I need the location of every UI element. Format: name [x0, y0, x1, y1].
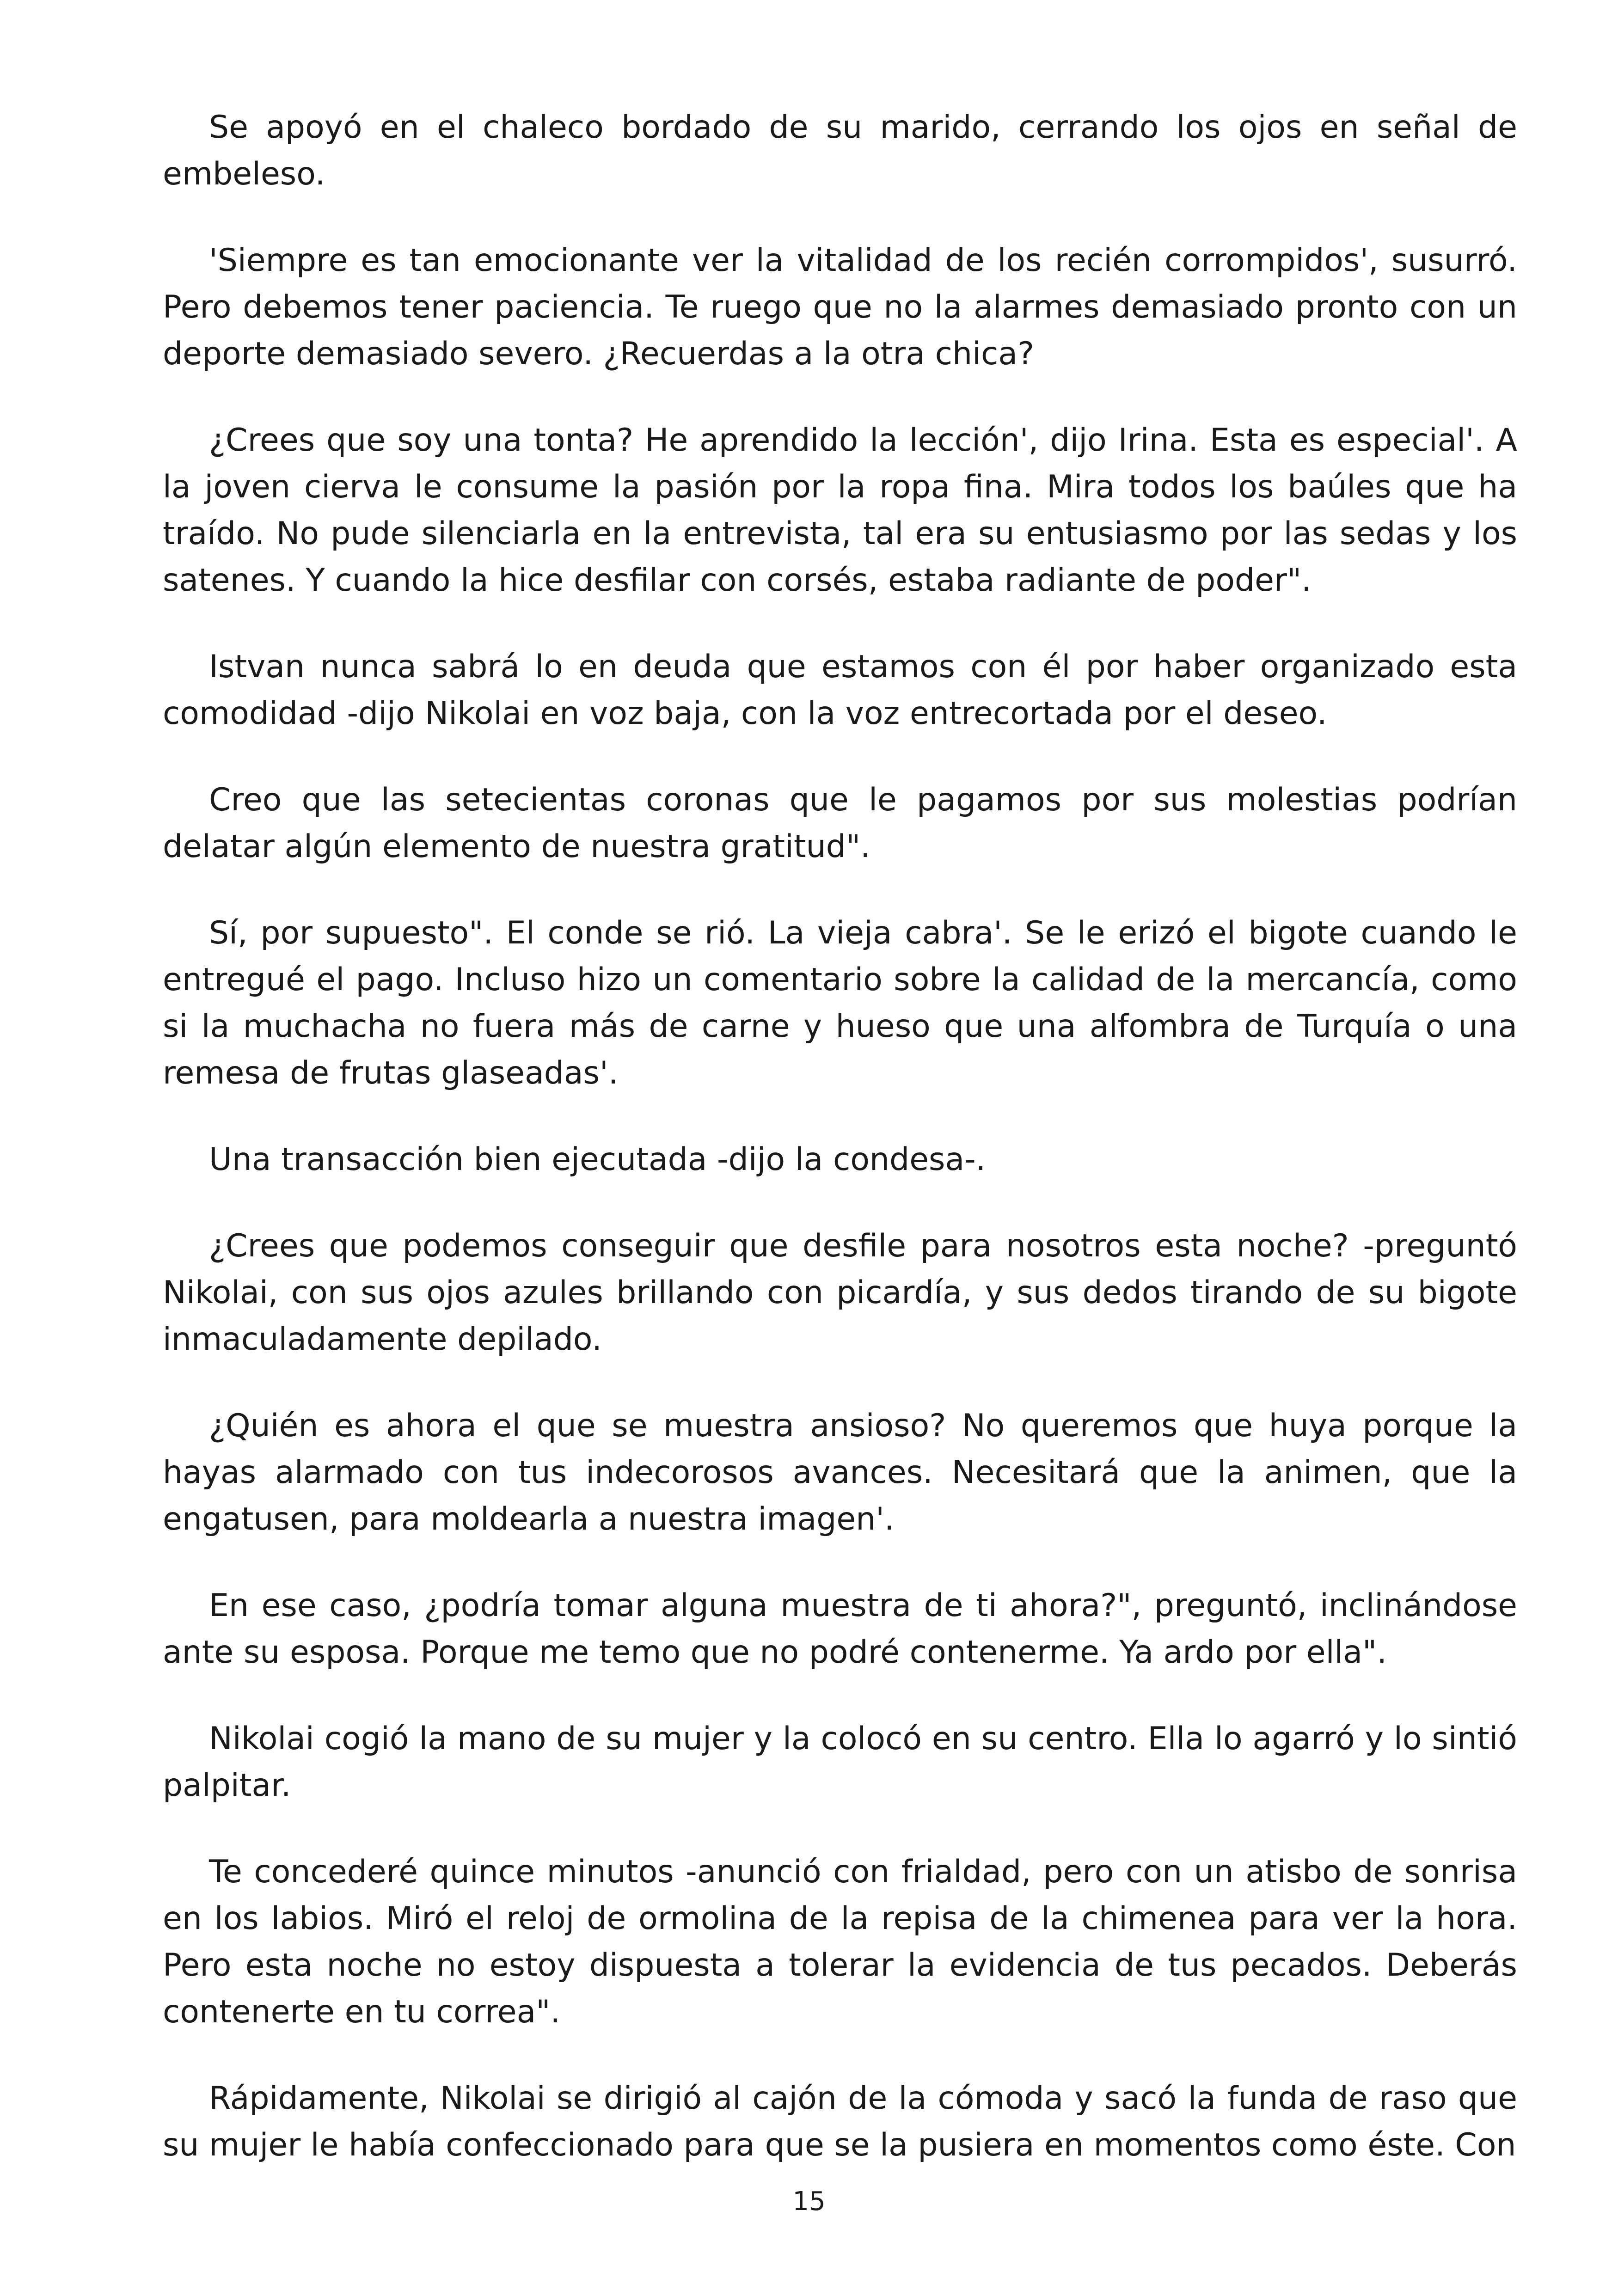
paragraph: Rápidamente, Nikolai se dirigió al cajón de la cómoda y sacó la funda de raso que su mujer le había confeccionado para que se la pusiera en momentos como éste. Con — [163, 2080, 1517, 2163]
paragraph: Creo que las setecientas coronas que le pagamos por sus molestias podrían delatar algún elemento de nuestra gratitud". — [163, 782, 1517, 865]
paragraph: Una transacción bien ejecutada -dijo la condesa-. — [209, 1141, 986, 1178]
paragraph: ¿Crees que podemos conseguir que desfile para nosotros esta noche? -preguntó Nikolai, con sus ojos azules brillando con picardía, y sus dedos tirando de su bigote inmaculadamente depilado. — [163, 1228, 1517, 1358]
paragraph: Sí, por supuesto". El conde se rió. La vieja cabra'. Se le erizó el bigote cuando le entregué el pago. Incluso hizo un comentario sobre la calidad de la mercancía, como si la muchacha no fuera más de carne y hueso que una alfombra de Turquía o una remesa de frutas glaseadas'. — [163, 915, 1517, 1091]
page-body — [163, 104, 1517, 2184]
paragraph: ¿Crees que soy una tonta? He aprendido la lección', dijo Irina. Esta es especial'. A la joven cierva le consume la pasión por la ropa fina. Mira todos los baúles que ha traído. No pude silenciarla en la entrevista, tal era su entusiasmo por las sedas y los satenes. Y cuando la hice desfilar con corsés, estaba radiante de poder". — [163, 422, 1517, 599]
paragraph: Se apoyó en el chaleco bordado de su marido, cerrando los ojos en señal de embeleso. — [163, 109, 1517, 192]
page-number: 15 — [792, 2186, 826, 2216]
paragraph: ¿Quién es ahora el que se muestra ansioso? No queremos que huya porque la hayas alarmado con tus indecorosos avances. Necesitará que la animen, que la engatusen, para moldearla a nuestra imagen'. — [163, 1408, 1517, 1537]
paragraph: Te concederé quince minutos -anunció con frialdad, pero con un atisbo de sonrisa en los labios. Miró el reloj de ormolina de la repisa de la chimenea para ver la hora. Pero esta noche no estoy dispuesta a tolerar la evidencia de tus pecados. Deberás contenerte en tu correa". — [163, 1854, 1517, 2030]
paragraph: 'Siempre es tan emocionante ver la vitalidad de los recién corrompidos', susurró. Pero debemos tener paciencia. Te ruego que no la alarmes demasiado pronto con un deporte demasiado severo. ¿Recuerdas a la otra chica? — [163, 242, 1517, 372]
paragraph: Istvan nunca sabrá lo en deuda que estamos con él por haber organizado esta comodidad -dijo Nikolai en voz baja, con la voz entrecortada por el deseo. — [163, 649, 1517, 732]
paragraph: Nikolai cogió la mano de su mujer y la colocó en su centro. Ella lo agarró y lo sintió palpitar. — [163, 1720, 1517, 1804]
paragraph: En ese caso, ¿podría tomar alguna muestra de ti ahora?", preguntó, inclinándose ante su esposa. Porque me temo que no podré contenerme. Ya ardo por ella". — [163, 1587, 1517, 1671]
